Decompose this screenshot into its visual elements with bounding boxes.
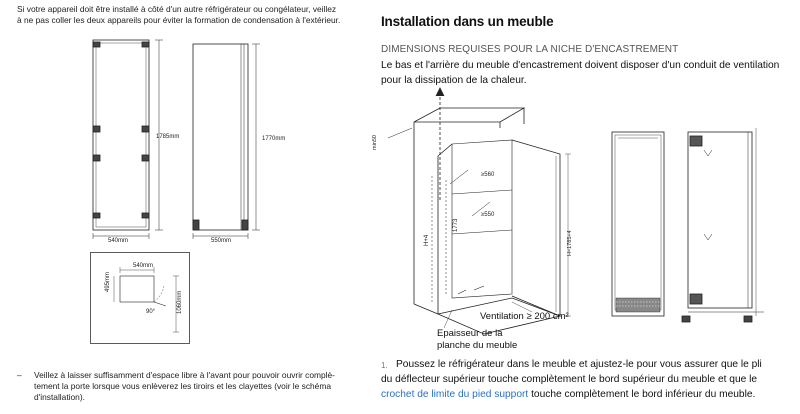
dim-depth-side: 550mm (211, 238, 232, 244)
step-line-2: du déflecteur supérieur touche complètement le bord supérieur du meuble et que le (381, 374, 758, 385)
step-line-1: Poussez le réfrigérateur dans le meuble et ajustez-le pour vous assurer que le pli (396, 359, 762, 370)
intro-text (17, 4, 377, 26)
epaisseur-line-1: Epaisseur de la (437, 328, 503, 339)
diagram-label-depth: ≥550 (481, 212, 495, 218)
dim-width-front: 540mm (108, 238, 129, 244)
front-view (93, 40, 163, 239)
step-1-text (396, 357, 796, 372)
side-view (193, 44, 260, 239)
installation-diagram (372, 84, 792, 350)
diagram-label-width: ≥560 (481, 172, 495, 178)
note-text (34, 370, 374, 403)
note-line-1: Veillez à laisser suffisamment d'espace libre à l'avant pour pouvoir ouvrir complè- (34, 370, 335, 380)
diagram-label-min50: min50 (372, 135, 378, 150)
step-line-3-rest: touche complètement le bord inférieur du meuble. (528, 389, 756, 400)
diagram-label-height: 1773 (453, 218, 459, 232)
note-line-3: d'installation). (34, 392, 85, 402)
note-line-2: tement la porte lorsque vous enlèverez les tiroirs et les clayettes (voir le schéma (34, 381, 331, 391)
step-1-continued (381, 372, 793, 402)
pied-support-link[interactable]: crochet de limite du pied support (381, 389, 529, 400)
dim-height-side: 1770mm (262, 136, 286, 142)
body-line-2: pour la dissipation de la chaleur. (381, 75, 527, 86)
epaisseur-label (437, 328, 517, 352)
top-dim-angle: 90° (146, 309, 156, 315)
fridge-side-view (682, 128, 764, 322)
step-number: 1. (381, 361, 388, 370)
diagram-label-h: H+4 (424, 234, 430, 246)
diagram-label-h2: H=1785+4 (567, 230, 573, 256)
ventilation-label: Ventilation ≥ 200 cm² (480, 311, 569, 322)
step-line-3 (381, 387, 793, 402)
intro-line-2: à ne pas coller les deux appareils pour éviter la formation de condensation à l'extérieur. (17, 15, 341, 25)
top-dim-door: 1060mm (177, 290, 183, 314)
top-dim-depth: 495mm (105, 271, 111, 292)
body-line-1: Le bas et l'arrière du meuble d'encastrement doivent disposer d'un conduit de ventilation (381, 60, 780, 71)
top-dim-width: 540mm (133, 263, 154, 269)
epaisseur-line-2: planche du meuble (437, 340, 518, 351)
dim-height-front: 1785mm (156, 134, 180, 140)
intro-line-1: Si votre appareil doit être installé à côté d'un autre réfrigérateur ou congélateur, veillez (17, 4, 337, 14)
note-bullet: – (17, 370, 22, 380)
section-subtitle: DIMENSIONS REQUISES POUR LA NICHE D'ENCASTREMENT (381, 44, 679, 55)
fridge-front-view (612, 132, 664, 316)
section-title: Installation dans un meuble (381, 14, 554, 29)
